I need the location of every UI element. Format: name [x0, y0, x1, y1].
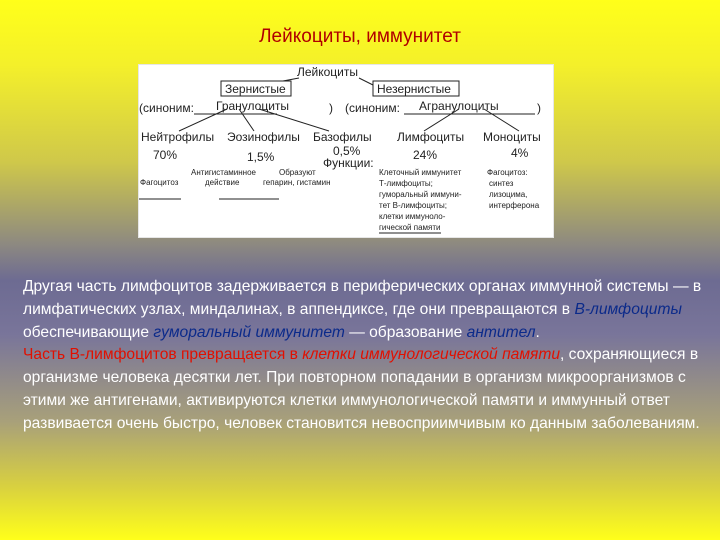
cell-lymphocytes-percent: 24%: [413, 148, 438, 162]
paragraph-part: .: [535, 323, 540, 341]
paragraph-part: , сохраняющиеся в организме человека десятки лет. При повторном попадании в организм микроорганизмов с этими же антигенами, активируются клетки иммунологической памяти и иммунный ответ развивается очень быстро, человек становится невосприимчивым ко данным заболеваниям.: [23, 346, 700, 432]
paragraph-part: — образование: [349, 323, 463, 341]
lympho-function-4: тет В-лимфоциты;: [379, 201, 447, 210]
leukocyte-classification-diagram: [138, 64, 554, 238]
cell-neutrophils: Нейтрофилы: [141, 130, 215, 144]
lympho-function-3: гуморальный иммуни-: [379, 190, 462, 199]
cell-basophils: Базофилы: [313, 130, 372, 144]
lympho-function-2: Т-лимфоциты;: [379, 179, 433, 188]
syn-right-open: (синоним:: [345, 101, 400, 115]
mono-function-2: синтез: [489, 179, 514, 188]
cell-monocytes-percent: 4%: [511, 146, 529, 160]
mono-function-1: Фагоцитоз:: [487, 168, 528, 177]
cell-basophils-percent: 0,5%: [333, 144, 361, 158]
term-antibodies: антител: [466, 323, 536, 341]
syn-right-close: ): [537, 101, 541, 115]
mono-function-3: лизоцима,: [489, 190, 528, 199]
eosino-function-1: Антигистаминное: [191, 168, 256, 177]
cell-eosinophils-percent: 1,5%: [247, 150, 275, 164]
diagram-root: Лейкоциты: [297, 65, 359, 79]
syn-left-value: Гранулоциты: [216, 99, 290, 113]
baso-function-2: гепарин, гистамин: [263, 178, 331, 187]
eosino-function-2: действие: [205, 178, 240, 187]
syn-left-open: (синоним:: [139, 101, 194, 115]
lympho-function-5: клетки иммуноло-: [379, 212, 446, 221]
syn-right-value: Агранулоциты: [419, 99, 499, 113]
paragraph-part: обеспечивающие: [23, 323, 150, 341]
body-paragraph: [23, 276, 703, 436]
functions-label: Функции:: [323, 156, 374, 170]
agranular-label: Незернистые: [377, 82, 451, 96]
neutro-function: Фагоцитоз: [140, 178, 179, 187]
term-humoral-immunity: гуморальный иммунитет: [153, 323, 345, 341]
mono-function-4: интерферона: [489, 201, 540, 210]
cell-lymphocytes: Лимфоциты: [397, 130, 465, 144]
cell-neutrophils-percent: 70%: [153, 148, 178, 162]
lympho-function-6: гической памяти: [379, 223, 441, 232]
granular-label: Зернистые: [225, 82, 286, 96]
cell-eosinophils: Эозинофилы: [227, 130, 300, 144]
lympho-function-1: Клеточный иммунитет: [379, 168, 462, 177]
baso-function-1: Образуют: [279, 168, 316, 177]
highlight-b-lymphocytes-part: Часть В-лимфоцитов превращается в: [23, 346, 298, 364]
term-b-lymphocytes: В-лимфоциты: [574, 300, 682, 318]
paragraph-part: Другая часть лимфоцитов задерживается в периферических органах иммунной системы — в лимфатических узлах, миндалинах, в аппендиксе, где они превращаются в: [23, 278, 702, 318]
cell-monocytes: Моноциты: [483, 130, 541, 144]
term-memory-cells: клетки иммунологической памяти: [302, 346, 561, 364]
syn-left-close: ): [329, 101, 333, 115]
slide-title: Лейкоциты, иммунитет: [259, 26, 461, 47]
